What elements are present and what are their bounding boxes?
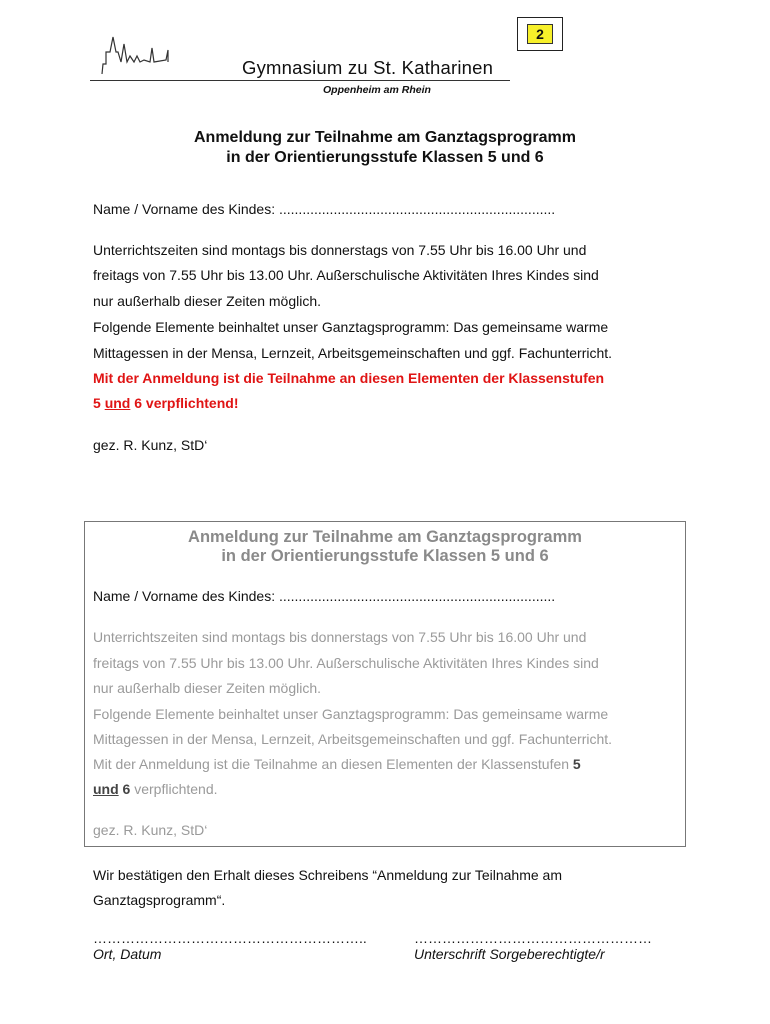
obligation-warning-line: 5 und 6 verpflichtend! — [93, 395, 239, 411]
copy-title-line-1: Anmeldung zur Teilnahme am Ganztagsprogramm — [188, 528, 582, 546]
page-number: 2 — [527, 24, 553, 44]
paragraph-line: Folgende Elemente beinhaltet unser Ganztagsprogramm: Das gemeinsame warme — [93, 319, 609, 335]
place-date-dots: ………………………………………………….. — [93, 930, 367, 946]
copy-child-name-field: Name / Vorname des Kindes: ....................................................................... — [93, 588, 556, 604]
signature-line: gez. R. Kunz, StD‘ — [93, 437, 208, 453]
school-location: Oppenheim am Rhein — [323, 84, 431, 96]
confirmation-text-line: Ganztagsprogramm“. — [93, 892, 226, 908]
place-date-label: Ort, Datum — [93, 946, 162, 962]
copy-obligation-line: Mit der Anmeldung ist die Teilnahme an diesen Elementen der Klassenstufen 5 — [93, 756, 581, 772]
guardian-signature-label: Unterschrift Sorgeberechtigte/r — [414, 946, 605, 962]
copy-paragraph-line: freitags von 7.55 Uhr bis 13.00 Uhr. Außerschulische Aktivitäten Ihres Kindes sind — [93, 655, 599, 671]
copy-paragraph-line: Mittagessen in der Mensa, Lernzeit, Arbeitsgemeinschaften und ggf. Fachunterricht. — [93, 731, 613, 747]
child-name-field: Name / Vorname des Kindes: ....................................................................... — [93, 201, 556, 217]
copy-title-line-2: in der Orientierungsstufe Klassen 5 und 6 — [221, 547, 549, 565]
form-title-line-2: in der Orientierungsstufe Klassen 5 und 6 — [226, 149, 544, 166]
confirmation-text-line: Wir bestätigen den Erhalt dieses Schreibens “Anmeldung zur Teilnahme am — [93, 867, 562, 883]
school-name: Gymnasium zu St. Katharinen — [242, 57, 494, 78]
paragraph-line: freitags von 7.55 Uhr bis 13.00 Uhr. Außerschulische Aktivitäten Ihres Kindes sind — [93, 267, 599, 283]
copy-paragraph-line: Unterrichtszeiten sind montags bis donnerstags von 7.55 Uhr bis 16.00 Uhr und — [93, 629, 587, 645]
copy-paragraph-line: Folgende Elemente beinhaltet unser Ganztagsprogramm: Das gemeinsame warme — [93, 706, 609, 722]
obligation-warning-line: Mit der Anmeldung ist die Teilnahme an diesen Elementen der Klassenstufen — [93, 370, 605, 386]
header-divider — [90, 80, 510, 81]
copy-obligation-line: und 6 verpflichtend. — [93, 781, 218, 797]
paragraph-line: nur außerhalb dieser Zeiten möglich. — [93, 293, 322, 309]
church-logo-icon — [100, 34, 170, 78]
copy-signature-line: gez. R. Kunz, StD‘ — [93, 822, 208, 838]
page-number-badge — [517, 17, 563, 51]
guardian-signature-dots: …………………………………………… — [414, 930, 652, 946]
copy-paragraph-line: nur außerhalb dieser Zeiten möglich. — [93, 680, 322, 696]
paragraph-line: Unterrichtszeiten sind montags bis donnerstags von 7.55 Uhr bis 16.00 Uhr und — [93, 242, 587, 258]
form-title-line-1: Anmeldung zur Teilnahme am Ganztagsprogramm — [194, 129, 576, 146]
paragraph-line: Mittagessen in der Mensa, Lernzeit, Arbeitsgemeinschaften und ggf. Fachunterricht. — [93, 345, 613, 361]
